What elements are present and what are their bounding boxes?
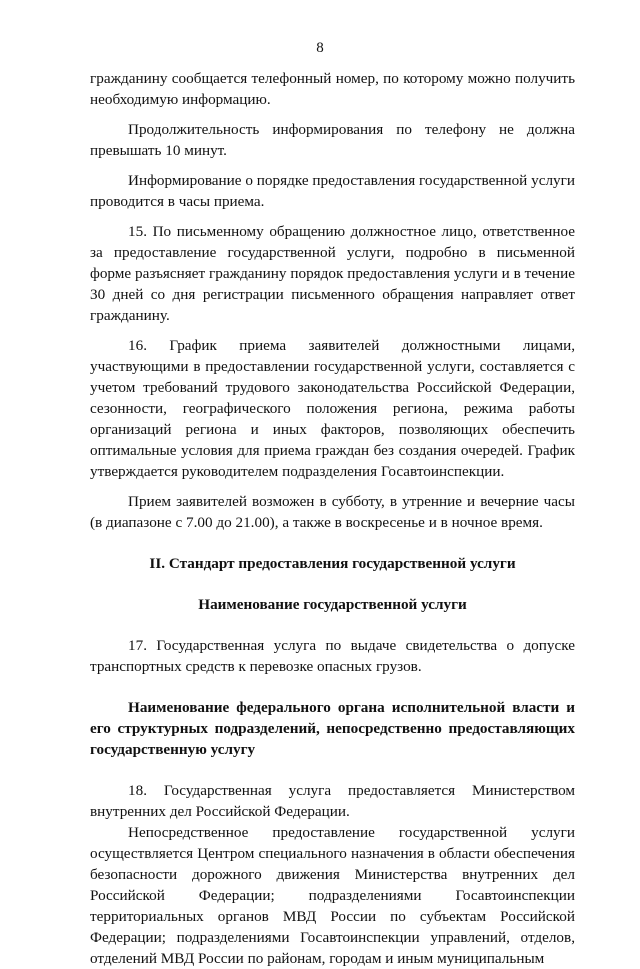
paragraph-direct-provision: Непосредственное предоставление государственной услуги осуществляется Центром специального назначения в области обеспечения безопасности дорожного движения Министерства внутренних дел Российской Федерации; подразделениями Госавтоинспекции территориальных органов МВД России по субъектам Российской Федерации; подразделениями Госавтоинспекции управлений, отделов, отделений МВД России по районам, городам и иным муниципальным bbox=[90, 824, 575, 967]
paragraph-15: 15. По письменному обращению должностное лицо, ответственное за предоставление государственной услуги, подробно в письменной форме разъясняет гражданину порядок предоставления услуги и в течение 30 дней со дня регистрации письменного обращения направляет ответ гражданину. bbox=[90, 223, 575, 324]
paragraph-reception: Прием заявителей возможен в субботу, в утренние и вечерние часы (в диапазоне с 7.00 до 21.00), а также в воскресенье и в ночное время. bbox=[90, 493, 575, 531]
paragraph-3: Информирование о порядке предоставления государственной услуги проводится в часы приема. bbox=[90, 172, 575, 210]
paragraph-17: 17. Государственная услуга по выдаче свидетельства о допуске транспортных средств к перевозке опасных грузов. bbox=[90, 637, 575, 675]
paragraph-1: гражданину сообщается телефонный номер, по которому можно получить необходимую информацию. bbox=[90, 70, 575, 108]
subsection-heading-name: Наименование государственной услуги bbox=[198, 596, 467, 613]
document-body bbox=[90, 68, 575, 969]
page-number: 8 bbox=[316, 40, 324, 56]
paragraph-16: 16. График приема заявителей должностными лицами, участвующими в предоставлении государственной услуги, составляется с учетом требований трудового законодательства Российской Федерации, сезонности, географического положения региона, режима работы организаций региона и иных факторов, позволяющих обеспечить оптимальные условия для приема граждан без создания очередей. График утверждается руководителем подразделения Госавтоинспекции. bbox=[90, 337, 575, 480]
paragraph-18: 18. Государственная услуга предоставляется Министерством внутренних дел Российской Федерации. bbox=[90, 782, 575, 820]
paragraph-2: Продолжительность информирования по телефону не должна превышать 10 минут. bbox=[90, 121, 575, 159]
subsection-heading-organ: Наименование федерального органа исполнительной власти и его структурных подразделений, непосредственно предоставляющих государственную услугу bbox=[90, 699, 575, 758]
section-heading: II. Стандарт предоставления государственной услуги bbox=[149, 555, 516, 572]
